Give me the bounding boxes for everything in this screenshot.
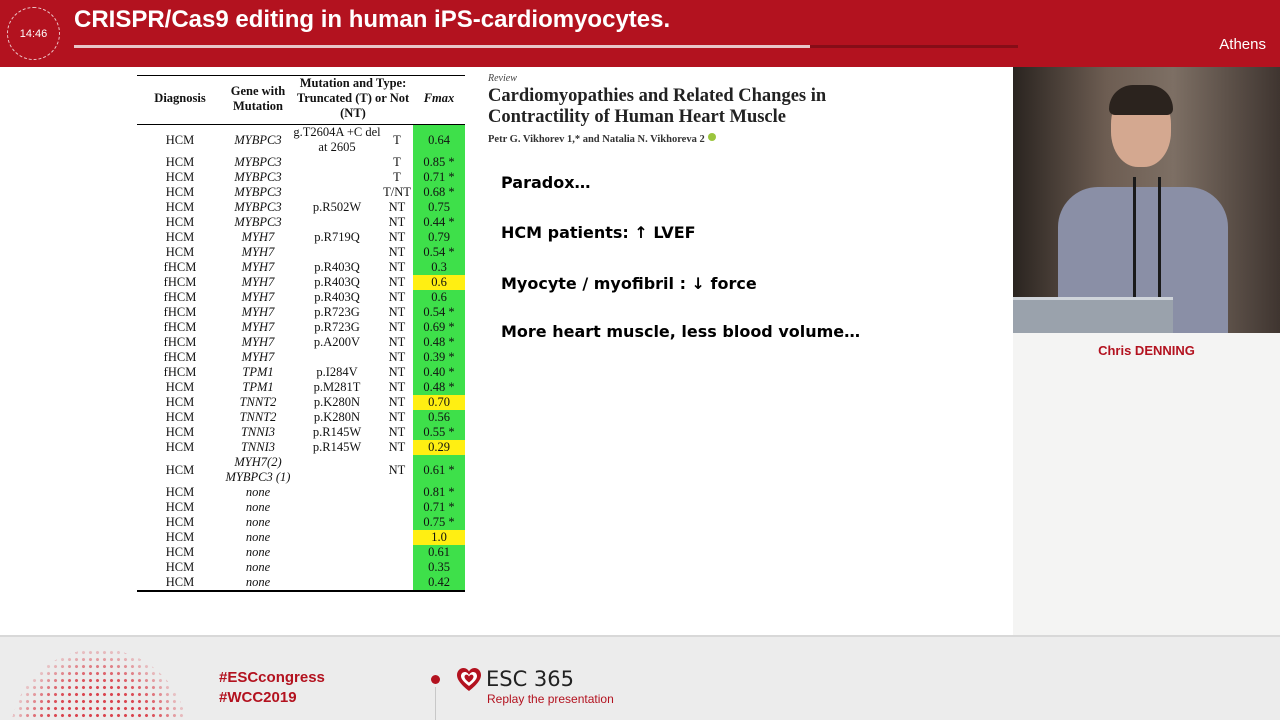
table-row <box>137 200 465 215</box>
cell-fmax: 0.69 * <box>413 320 465 335</box>
cell-fmax: 0.75 <box>413 200 465 215</box>
heart-icon <box>456 667 482 693</box>
point-text: Myocyte / myofibril : ↓ force <box>501 274 757 293</box>
globe-fade <box>10 649 188 720</box>
cell-type: NT <box>388 462 406 477</box>
cell-mutation: p.R403Q <box>314 275 360 289</box>
cell-mutation: p.R719Q <box>314 230 360 244</box>
cell-mutation <box>293 545 381 560</box>
cell-diagnosis: HCM <box>165 500 195 514</box>
cell-mutation <box>293 560 381 575</box>
cell-type: NT <box>388 245 406 259</box>
speaker-panel <box>1013 333 1280 635</box>
slide <box>0 67 1013 635</box>
cell-type: NT <box>388 410 406 424</box>
cell-fmax: 0.48 * <box>413 335 465 350</box>
authors-text: Petr G. Vikhorev 1,* and Natalia N. Vikhoreva 2 <box>488 134 705 145</box>
cell-gene: none <box>245 500 271 514</box>
cell-diagnosis: fHCM <box>163 365 197 379</box>
cell-fmax: 0.54 * <box>413 305 465 320</box>
cell-gene: MYBPC3 <box>234 185 282 199</box>
cell-type: NT <box>388 200 406 214</box>
cell-fmax: 0.6 <box>413 275 465 290</box>
cell-gene: none <box>245 560 271 574</box>
cell-diagnosis: HCM <box>165 485 195 499</box>
cell-diagnosis: fHCM <box>163 260 197 274</box>
table-row <box>137 380 465 395</box>
cell-gene: MYH7 <box>241 305 275 319</box>
cell-mutation <box>293 575 381 591</box>
cell-fmax: 0.68 * <box>413 185 465 200</box>
point-text: More heart muscle, less blood volume… <box>501 322 861 341</box>
table-row <box>137 500 465 515</box>
cell-type: NT <box>388 425 406 439</box>
speaker-name: Chris DENNING <box>1098 343 1195 358</box>
cell-mutation: p.R145W <box>312 425 362 439</box>
table-row <box>137 440 465 455</box>
cell-fmax: 0.71 * <box>413 170 465 185</box>
table-row <box>137 275 465 290</box>
cell-type: T <box>393 132 401 147</box>
cell-type: NT <box>388 395 406 409</box>
cell-fmax: 0.6 <box>413 290 465 305</box>
cell-type: NT <box>388 230 406 244</box>
cell-gene: MYBPC3 <box>234 200 282 214</box>
cell-mutation <box>293 350 381 365</box>
cell-diagnosis: HCM <box>165 410 195 424</box>
cell-type: NT <box>388 380 406 394</box>
cell-type: T <box>393 170 401 184</box>
cell-fmax: 0.54 * <box>413 245 465 260</box>
speaker-hair <box>1109 85 1173 115</box>
cell-gene: MYH7 <box>241 290 275 304</box>
cell-fmax: 0.29 <box>413 440 465 455</box>
cell-gene: none <box>245 530 271 544</box>
cell-fmax: 0.61 <box>413 545 465 560</box>
cell-mutation <box>293 500 381 515</box>
cell-mutation <box>293 215 381 230</box>
cell-fmax: 0.48 * <box>413 380 465 395</box>
hashtag-wcc2019[interactable]: #WCC2019 <box>219 689 297 706</box>
cell-fmax: 0.64 <box>413 125 465 156</box>
cell-gene: TPM1 <box>242 365 274 379</box>
cell-type <box>381 530 413 545</box>
progress-bar[interactable] <box>74 45 1018 48</box>
table-row <box>137 455 465 485</box>
table-row <box>137 515 465 530</box>
point-heart-muscle <box>501 322 860 341</box>
cell-gene: none <box>245 575 271 589</box>
cell-diagnosis: HCM <box>165 530 195 544</box>
cell-fmax: 0.70 <box>413 395 465 410</box>
cell-diagnosis: HCM <box>165 425 195 439</box>
cell-diagnosis: HCM <box>165 515 195 529</box>
cell-mutation <box>293 515 381 530</box>
orcid-icon <box>708 133 716 141</box>
cell-mutation: p.R502W <box>312 200 362 214</box>
table-row <box>137 185 465 200</box>
cell-fmax: 0.85 * <box>413 155 465 170</box>
table-row <box>137 230 465 245</box>
cell-type <box>381 515 413 530</box>
cell-fmax: 0.75 * <box>413 515 465 530</box>
cell-type: NT <box>388 275 406 289</box>
cell-mutation: p.R723G <box>314 320 360 334</box>
header-bar <box>0 0 1280 67</box>
cell-gene: TNNT2 <box>239 395 277 409</box>
cell-type: NT <box>388 440 406 454</box>
esc365-title[interactable]: ESC 365 <box>486 667 575 691</box>
point-myocyte-force <box>501 274 757 293</box>
col-header-gene: Gene with Mutation <box>230 83 286 113</box>
city-label: Athens <box>1219 36 1266 53</box>
cell-mutation: p.R145W <box>312 440 362 454</box>
cell-diagnosis: HCM <box>165 440 195 454</box>
cell-gene: MYH7 <box>241 350 275 364</box>
cell-fmax: 0.3 <box>413 260 465 275</box>
hashtags <box>219 668 325 708</box>
hashtag-esccongress[interactable]: #ESCcongress <box>219 669 325 686</box>
cell-type: NT <box>388 335 406 349</box>
cell-diagnosis: HCM <box>165 545 195 559</box>
cell-type: NT <box>388 215 406 229</box>
cell-gene: none <box>245 545 271 559</box>
col-header-mutation: Mutation and Type: Truncated (T) or Not (NT) <box>296 76 410 120</box>
table-row <box>137 575 465 591</box>
cell-gene: TPM1 <box>242 380 274 394</box>
table-row <box>137 155 465 170</box>
cell-fmax: 0.39 * <box>413 350 465 365</box>
table-row <box>137 335 465 350</box>
cell-diagnosis: HCM <box>165 575 195 589</box>
cell-diagnosis: HCM <box>165 230 195 244</box>
cell-diagnosis: HCM <box>165 200 195 214</box>
cell-type <box>381 485 413 500</box>
cell-diagnosis: HCM <box>165 155 195 169</box>
cell-diagnosis: fHCM <box>163 290 197 304</box>
table-header-row <box>137 76 465 125</box>
cell-diagnosis: HCM <box>165 185 195 199</box>
col-header-diagnosis: Diagnosis <box>154 91 206 105</box>
cell-fmax: 1.0 <box>413 530 465 545</box>
point-text: Paradox… <box>501 173 591 192</box>
cell-fmax: 0.56 <box>413 410 465 425</box>
table-row <box>137 170 465 185</box>
cell-mutation <box>293 185 381 200</box>
footer-bar <box>0 635 1280 720</box>
point-hcm-patients <box>501 223 696 242</box>
bullet-dot <box>431 675 440 684</box>
table-row <box>137 365 465 380</box>
cell-gene: MYH7 <box>241 260 275 274</box>
cell-gene: none <box>245 485 271 499</box>
cell-mutation: p.M281T <box>313 380 361 394</box>
cell-mutation: p.R403Q <box>314 290 360 304</box>
table-row <box>137 350 465 365</box>
cell-diagnosis: HCM <box>165 245 195 259</box>
table-row <box>137 485 465 500</box>
cell-diagnosis: fHCM <box>163 335 197 349</box>
cell-fmax: 0.61 * <box>413 455 465 485</box>
divider <box>435 687 436 720</box>
cell-gene: MYBPC3 <box>234 215 282 229</box>
cell-mutation: p.R723G <box>314 305 360 319</box>
cell-mutation: p.A200V <box>313 335 361 349</box>
cell-type: T <box>393 155 401 169</box>
cell-diagnosis: HCM <box>165 380 195 394</box>
cell-type <box>381 545 413 560</box>
cell-type: NT <box>388 320 406 334</box>
session-clock: 14:46 <box>7 7 60 60</box>
cell-fmax: 0.71 * <box>413 500 465 515</box>
cell-gene: MYH7 <box>241 275 275 289</box>
cell-gene: MYH7 <box>241 335 275 349</box>
cell-diagnosis: HCM <box>165 132 195 147</box>
table-row <box>137 545 465 560</box>
cell-mutation: p.K280N <box>313 395 361 409</box>
paper-title: Cardiomyopathies and Related Changes in Contractility of Human Heart Muscle <box>488 86 827 127</box>
podium <box>1013 297 1173 333</box>
cell-gene: TNNT2 <box>239 410 277 424</box>
table-row <box>137 290 465 305</box>
cell-fmax: 0.40 * <box>413 365 465 380</box>
cell-fmax: 0.81 * <box>413 485 465 500</box>
cell-gene: MYBPC3 <box>234 132 282 147</box>
cell-gene: MYH7 <box>241 320 275 334</box>
cell-type: T/NT <box>383 185 411 199</box>
cell-mutation: p.K280N <box>313 410 361 424</box>
cell-diagnosis: fHCM <box>163 305 197 319</box>
paper-authors <box>488 133 716 145</box>
cell-mutation <box>293 155 381 170</box>
table-row <box>137 410 465 425</box>
cell-mutation <box>293 485 381 500</box>
cell-mutation <box>293 170 381 185</box>
cell-mutation: p.R403Q <box>314 260 360 274</box>
cell-fmax: 0.35 <box>413 560 465 575</box>
cell-diagnosis: HCM <box>165 395 195 409</box>
col-header-fmax: Fmax <box>423 91 455 105</box>
cell-gene: TNNI3 <box>240 440 276 454</box>
cell-gene: none <box>245 515 271 529</box>
table-row <box>137 320 465 335</box>
cell-mutation <box>293 530 381 545</box>
table-row <box>137 560 465 575</box>
esc365-subtitle[interactable]: Replay the presentation <box>487 692 614 706</box>
speaker-video[interactable] <box>1013 67 1280 333</box>
cell-gene: MYBPC3 <box>234 155 282 169</box>
cell-type <box>381 560 413 575</box>
cell-mutation <box>293 455 381 485</box>
cell-diagnosis: HCM <box>165 170 195 184</box>
cell-gene: TNNI3 <box>240 425 276 439</box>
point-paradox <box>501 173 591 192</box>
cell-mutation: p.I284V <box>316 365 358 379</box>
lanyard <box>1133 177 1161 307</box>
cell-fmax: 0.42 <box>413 575 465 591</box>
cell-mutation: g.T2604A +C del at 2605 <box>293 125 381 154</box>
review-tag: Review <box>488 73 517 84</box>
table-row <box>137 305 465 320</box>
cell-gene: MYH7(2) MYBPC3 (1) <box>225 455 291 484</box>
table-row <box>137 125 465 156</box>
table-row <box>137 530 465 545</box>
cell-type: NT <box>388 365 406 379</box>
cell-diagnosis: HCM <box>165 560 195 574</box>
cell-type: NT <box>388 260 406 274</box>
cell-diagnosis: HCM <box>165 462 195 477</box>
table-row <box>137 215 465 230</box>
progress-fill <box>74 45 810 48</box>
table-row <box>137 425 465 440</box>
cell-fmax: 0.44 * <box>413 215 465 230</box>
fmax-table <box>137 75 465 592</box>
point-text: HCM patients: ↑ LVEF <box>501 223 696 242</box>
table-row <box>137 245 465 260</box>
cell-fmax: 0.55 * <box>413 425 465 440</box>
presentation-title: CRISPR/Cas9 editing in human iPS-cardiomyocytes. <box>74 6 671 33</box>
cell-fmax: 0.79 <box>413 230 465 245</box>
cell-mutation <box>293 245 381 260</box>
cell-diagnosis: fHCM <box>163 320 197 334</box>
cell-type: NT <box>388 350 406 364</box>
cell-type <box>381 575 413 591</box>
cell-diagnosis: fHCM <box>163 350 197 364</box>
table-body <box>137 125 465 592</box>
cell-type <box>381 500 413 515</box>
cell-gene: MYBPC3 <box>234 170 282 184</box>
table-row <box>137 395 465 410</box>
cell-gene: MYH7 <box>241 245 275 259</box>
cell-diagnosis: fHCM <box>163 275 197 289</box>
cell-type: NT <box>388 290 406 304</box>
cell-gene: MYH7 <box>241 230 275 244</box>
table-row <box>137 260 465 275</box>
cell-diagnosis: HCM <box>165 215 195 229</box>
cell-type: NT <box>388 305 406 319</box>
